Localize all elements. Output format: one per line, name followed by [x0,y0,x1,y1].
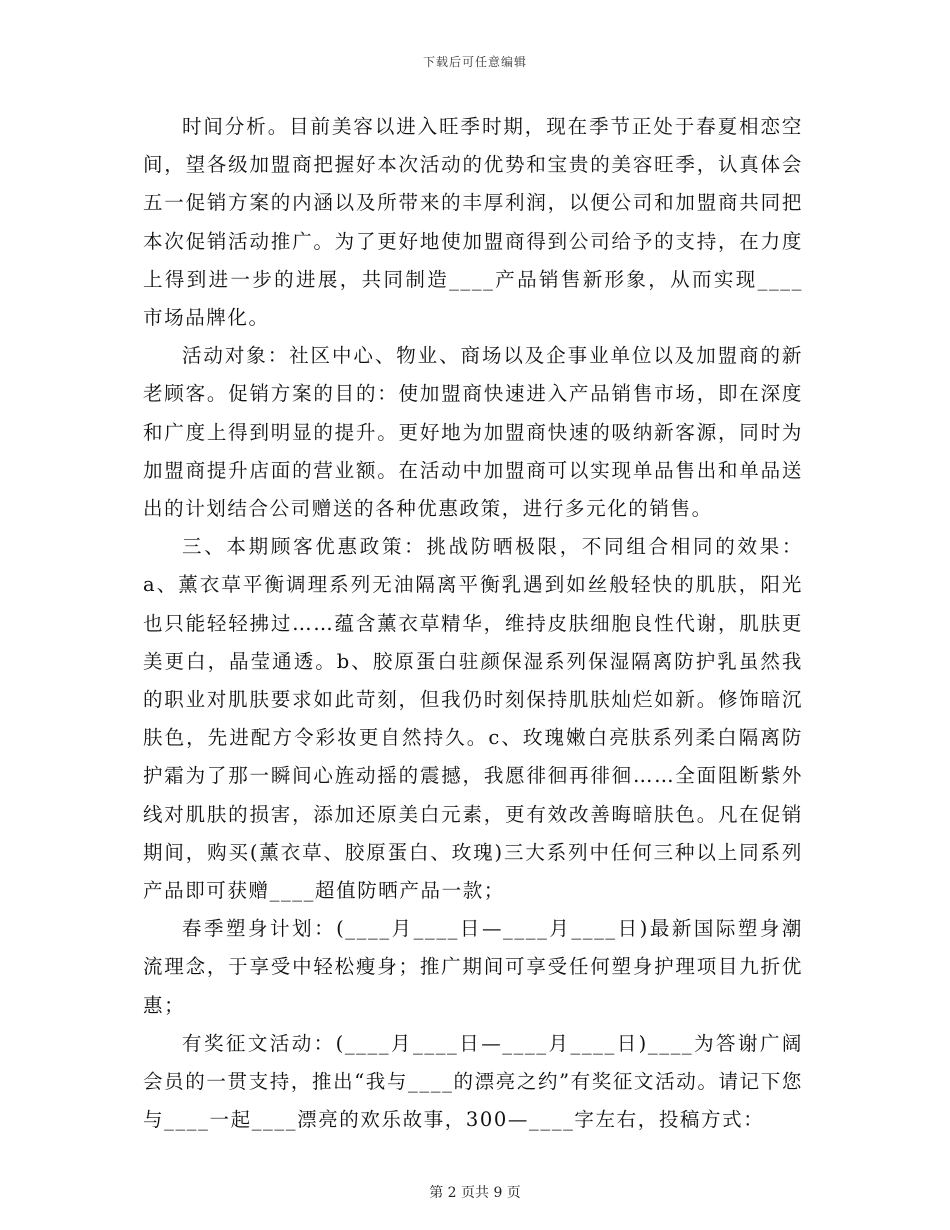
paragraph-essay-contest: 有奖征文活动：(____月____日—____月____日)____为答谢广阔会员的一贯支持，推出“我与____的漂亮之约”有奖征文活动。请记下您与____一起____漂亮的欢乐故事，300—____字左右，投稿方式： [143,1031,803,1132]
document-body [143,108,803,1139]
page-header: 下载后可任意编辑 [422,55,527,69]
paragraph-customer-offers: 三、本期顾客优惠政策：挑战防晒极限，不同组合相同的效果：a、薰衣草平衡调理系列无油隔离平衡乳遇到如丝般轻快的肌肤，阳光也只能轻轻拂过……蕴含薰衣草精华，维持皮肤细胞良性代谢，肌肤更美更白，晶莹通透。b、胶原蛋白驻颜保湿系列保湿隔离防护乳虽然我的职业对肌肤要求如此苛刻，但我仍时刻保持肌肤灿烂如新。修饰暗沉肤色，先进配方令彩妆更自然持久。c、玫瑰嫩白亮肤系列柔白隔离防护霜为了那一瞬间心旌动摇的震撼，我愿徘徊再徘徊……全面阻断紫外线对肌肤的损害，添加还原美白元素，更有效改善晦暗肤色。凡在促销期间，购买(薰衣草、胶原蛋白、玫瑰)三大系列中任何三种以上同系列产品即可获赠____超值防晒产品一款； [143,535,803,903]
paragraph-activity-target: 活动对象：社区中心、物业、商场以及企事业单位以及加盟商的新老顾客。促销方案的目的：使加盟商快速进入产品销售市场，即在深度和广度上得到明显的提升。更好地为加盟商快速的吸纳新客源，同时为加盟商提升店面的营业额。在活动中加盟商可以实现单品售出和单品送出的计划结合公司赠送的各种优惠政策，进行多元化的销售。 [143,344,803,521]
paragraph-spring-slimming: 春季塑身计划：(____月____日—____月____日)最新国际塑身潮流理念，于享受中轻松瘦身；推广期间可享受任何塑身护理项目九折优惠； [143,917,803,1017]
page-number: 第 2 页共 9 页 [429,1185,521,1201]
paragraph-time-analysis: 时间分析。目前美容以进入旺季时期，现在季节正处于春夏相恋空间，望各级加盟商把握好本次活动的优势和宝贵的美容旺季，认真体会五一促销方案的内涵以及所带来的丰厚利润，以便公司和加盟商共同把本次促销活动推广。为了更好地使加盟商得到公司给予的支持，在力度上得到进一步的进展，共同制造____产品销售新形象，从而实现____市场品牌化。 [143,115,803,330]
